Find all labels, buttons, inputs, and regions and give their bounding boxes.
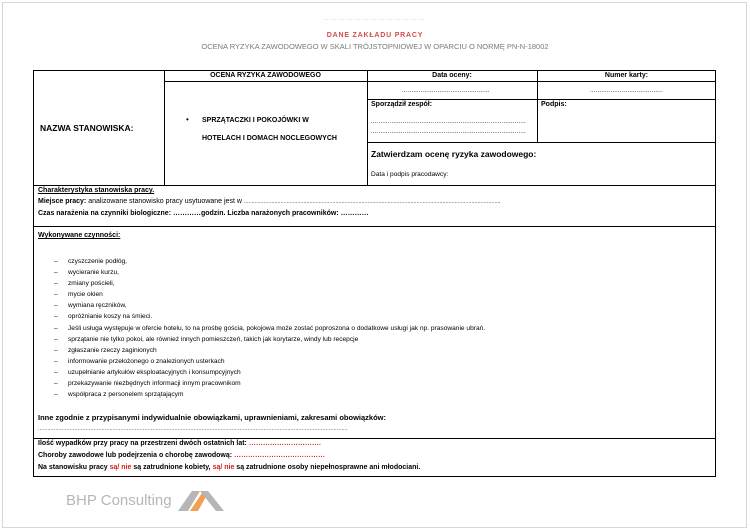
list-item: – wymiana ręczników, (54, 300, 485, 311)
list-item: – Jeśli usługa występuje w ofercie hotelu, to na prośbę gościa, pokojowa może zostać poproszona o dodatkowe usługi jak np. prasowanie ubrań. (54, 323, 485, 334)
dash-icon: – (54, 335, 58, 343)
assessment-date-field[interactable]: ............................................... (402, 88, 490, 94)
assessment-date-label: Data oceny: (432, 72, 472, 79)
grid-line (164, 71, 165, 185)
risk-assessment-form (33, 70, 716, 477)
logo-chevron-icon (178, 489, 226, 511)
position-characteristics-title: Charakterystyka stanowiska pracy. (38, 187, 155, 194)
employment-statement: Na stanowisku pracy są/ nie są zatrudnione kobiety, są/ nie są zatrudnione osoby niepełnosprawne ani młodociani. (38, 464, 421, 471)
dash-icon: – (54, 280, 58, 288)
workplace-field[interactable]: ........................................................................................................................................................................ (243, 199, 501, 205)
dash-icon: – (54, 357, 58, 365)
position-title-line2: HOTELACH I DOMACH NOCLEGOWYCH (202, 135, 337, 142)
header-dots: ...................................... (324, 16, 426, 22)
dash-icon: – (54, 346, 58, 354)
position-name-label: NAZWA STANOWISKA: (40, 123, 134, 133)
occupational-diseases-line (38, 452, 325, 460)
dash-icon: – (54, 291, 58, 299)
grid-line (34, 438, 716, 439)
grid-line (367, 142, 716, 143)
list-item: – informowanie przełożonego o znalezionych usterkach (54, 356, 485, 367)
dash-icon: – (54, 324, 58, 332)
dash-icon: – (54, 368, 58, 376)
approval-label: Zatwierdzam ocenę ryzyka zawodowego: (371, 149, 537, 159)
card-number-label: Numer karty: (604, 72, 649, 79)
other-duties-label: Inne zgodnie z przypisanymi indywidualnie obowiązkami, uprawnieniami, zakresami obowiązków: (38, 413, 386, 422)
signature-label: Podpis: (541, 101, 567, 108)
grid-line (537, 71, 538, 142)
bullet-icon: • (186, 115, 189, 124)
workplace-line (38, 198, 501, 206)
grid-line (367, 71, 368, 185)
dash-icon: – (54, 313, 58, 321)
list-item: – uzupełnianie artykułów eksploatacyjnych i konsumpcyjnych (54, 367, 485, 378)
occupational-diseases-field[interactable]: ………………………………… (234, 452, 326, 459)
accidents-label: Ilość wypadków przy pracy na przestrzeni dwóch ostatnich lat: (38, 440, 249, 447)
employer-date-signature-label: Data i podpis pracodawcy: (371, 171, 449, 178)
list-item: – zmiany pościeli, (54, 278, 485, 289)
team-label: Sporządził zespół: (371, 101, 433, 108)
other-duties-field[interactable]: ................................................................................................................................................................................................... (38, 426, 348, 432)
activities-title: Wykonywane czynności: (38, 232, 121, 239)
activities-list (54, 256, 485, 400)
accidents-line (38, 440, 321, 448)
risk-assessment-header: OCENA RYZYKA ZAWODOWEGO (210, 72, 321, 79)
team-field[interactable]: ................................................................................... (371, 119, 526, 125)
dash-icon: – (54, 258, 58, 265)
team-field[interactable]: ................................................................................... (371, 129, 526, 135)
grid-line (164, 81, 716, 82)
list-item: – opróżnianie koszy na śmieci. (54, 311, 485, 322)
list-item: – przekazywanie niezbędnych informacji innym pracownikom (54, 378, 485, 389)
grid-line (34, 185, 716, 186)
dash-icon: – (54, 302, 58, 310)
dash-icon: – (54, 380, 58, 388)
exposure-time-line: Czas narażenia na czynniki biologiczne: …………godzin. Liczba narażonych pracowników: ………… (38, 210, 369, 217)
dash-icon: – (54, 269, 58, 277)
disabled-choice[interactable]: są/ nie (212, 464, 235, 471)
list-item: – czyszczenie podłóg, (54, 256, 485, 267)
company-data-title: DANE ZAKŁADU PRACY (326, 32, 424, 39)
accidents-field[interactable]: …………………………. (248, 440, 321, 447)
grid-line (367, 99, 716, 100)
workplace-label: Miejsce pracy: (38, 198, 87, 205)
list-item: – sprzątanie nie tylko pokoi, ale również innych pomieszczeń, takich jak korytarze, windy lub recepcje (54, 334, 485, 345)
list-item: – wycieranie kurzu, (54, 267, 485, 278)
document-subtitle: OCENA RYZYKA ZAWODOWEGO W SKALI TRÓJSTOPNIOWEJ W OPARCIU O NORMĘ PN-N-18002 (201, 42, 549, 51)
grid-line (34, 226, 716, 227)
logo-text: BHP Consulting (66, 492, 172, 509)
position-title-line1: SPRZĄTACZKI I POKOJÓWKI W (202, 117, 309, 124)
dash-icon: – (54, 391, 58, 399)
workplace-text: analizowane stanowisko pracy usytuowane jest w (86, 198, 242, 205)
women-choice[interactable]: są/ nie (109, 464, 132, 471)
card-number-field[interactable]: ....................................... (590, 88, 663, 94)
list-item: – mycie okien (54, 289, 485, 300)
list-item: – współpraca z personelem sprzątającym (54, 389, 485, 400)
list-item: – zgłaszanie rzeczy zaginionych (54, 345, 485, 356)
occupational-diseases-label: Choroby zawodowe lub podejrzenia o chorobę zawodową: (38, 452, 235, 459)
